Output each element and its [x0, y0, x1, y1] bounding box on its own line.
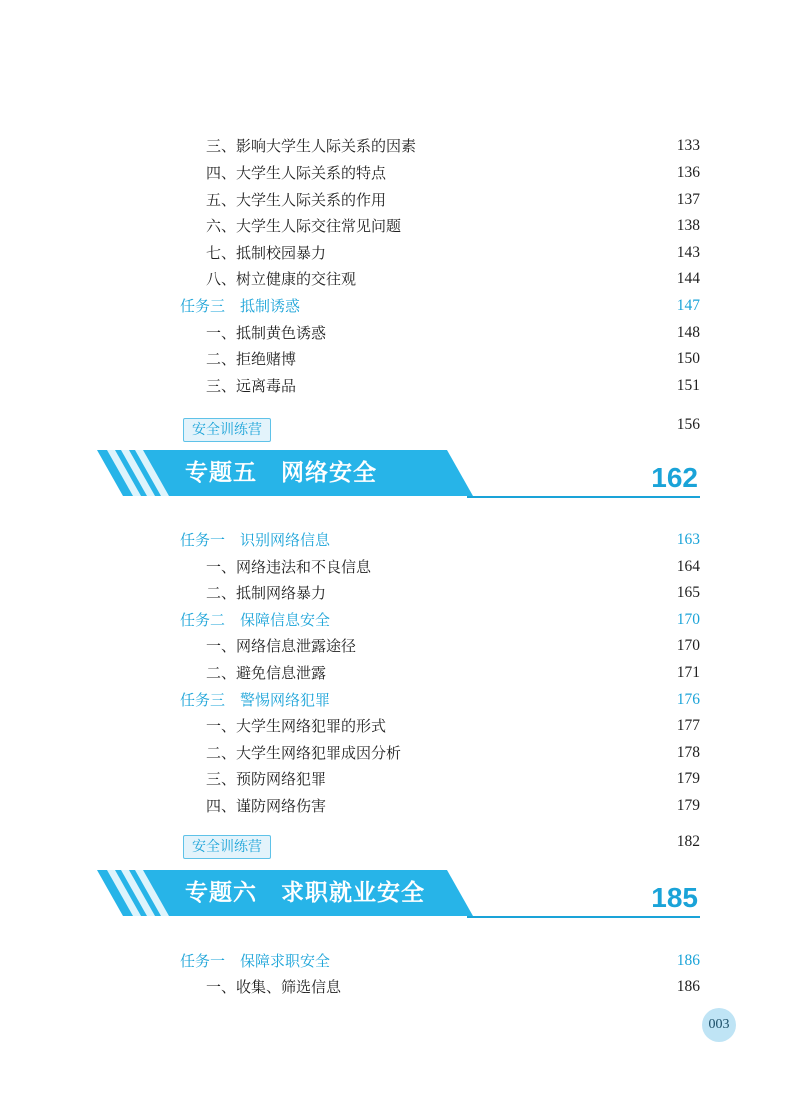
toc-entry-title: 六、大学生人际交往常见问题 [206, 217, 402, 235]
banner-underline [467, 496, 700, 498]
toc-task-page: 186 [676, 952, 700, 969]
toc-entry[interactable] [180, 766, 700, 792]
toc-entry-page: 148 [676, 324, 700, 341]
toc-entry-page: 164 [676, 558, 700, 575]
toc-task-entry[interactable] [180, 607, 700, 633]
toc-entry-title: 五、大学生人际关系的作用 [206, 191, 387, 209]
toc-entry-title: 三、预防网络犯罪 [206, 770, 327, 788]
toc-entry-page: 177 [676, 717, 700, 734]
toc-entry[interactable] [180, 660, 700, 686]
topic-title: 专题六 求职就业安全 [185, 880, 425, 906]
toc-entry-page: 179 [676, 770, 700, 787]
toc-task-title: 任务一 保障求职安全 [180, 952, 331, 970]
toc-entry[interactable] [180, 320, 700, 346]
toc-entry[interactable] [180, 633, 700, 659]
toc-entry-page: 178 [676, 744, 700, 761]
toc-entry[interactable] [180, 793, 700, 819]
toc-task-entry[interactable] [180, 948, 700, 974]
toc-entry[interactable] [180, 713, 700, 739]
toc-entry-page: 133 [676, 137, 700, 154]
toc-entry-title: 二、拒绝赌博 [206, 350, 297, 368]
training-camp-page: 182 [676, 833, 700, 850]
toc-task-title: 任务三 抵制诱惑 [180, 297, 301, 315]
training-camp-label[interactable]: 安全训练营 [183, 835, 271, 859]
toc-entry-page: 136 [676, 164, 700, 181]
toc-entry[interactable] [180, 373, 700, 399]
training-camp-page: 156 [676, 416, 700, 433]
toc-entry-title: 一、网络信息泄露途径 [206, 637, 357, 655]
toc-entry-page: 143 [676, 244, 700, 261]
topic-title: 专题五 网络安全 [185, 460, 377, 486]
toc-task-page: 147 [676, 297, 700, 314]
toc-entry-page: 150 [676, 350, 700, 367]
toc-task-entry[interactable] [180, 687, 700, 713]
toc-entry[interactable] [180, 160, 700, 186]
toc-entry-page: 151 [676, 377, 700, 394]
toc-entry-page: 165 [676, 584, 700, 601]
toc-task-entry[interactable] [180, 527, 700, 553]
toc-entry-page: 179 [676, 797, 700, 814]
topic-page: 162 [651, 462, 698, 493]
toc-task-title: 任务二 保障信息安全 [180, 611, 331, 629]
toc-entry-page: 138 [676, 217, 700, 234]
toc-task-page: 170 [676, 611, 700, 628]
toc-entry[interactable] [180, 240, 700, 266]
toc-entry-title: 二、避免信息泄露 [206, 664, 327, 682]
toc-entry-page: 170 [676, 637, 700, 654]
toc-entry[interactable] [180, 580, 700, 606]
toc-entry[interactable] [180, 266, 700, 292]
toc-entry[interactable] [180, 187, 700, 213]
toc-entry-title: 八、树立健康的交往观 [206, 270, 357, 288]
topic-page: 185 [651, 882, 698, 913]
toc-entry[interactable] [180, 213, 700, 239]
toc-entry-title: 七、抵制校园暴力 [206, 244, 327, 262]
toc-entry-page: 186 [676, 978, 700, 995]
toc-task-page: 176 [676, 691, 700, 708]
toc-entry-title: 二、大学生网络犯罪成因分析 [206, 744, 402, 762]
toc-task-page: 163 [676, 531, 700, 548]
toc-task-title: 任务一 识别网络信息 [180, 531, 331, 549]
page-number-badge: 003 [702, 1008, 736, 1042]
toc-task-title: 任务三 警惕网络犯罪 [180, 691, 331, 709]
toc-entry-title: 四、谨防网络伤害 [206, 797, 327, 815]
toc-entry[interactable] [180, 133, 700, 159]
toc-entry-title: 一、收集、筛选信息 [206, 978, 342, 996]
toc-entry-title: 一、抵制黄色诱惑 [206, 324, 327, 342]
toc-entry-page: 171 [676, 664, 700, 681]
toc-entry-title: 一、大学生网络犯罪的形式 [206, 717, 387, 735]
toc-entry-title: 一、网络违法和不良信息 [206, 558, 372, 576]
topic-banner[interactable] [97, 870, 700, 918]
training-camp-label[interactable]: 安全训练营 [183, 418, 271, 442]
toc-entry-title: 二、抵制网络暴力 [206, 584, 327, 602]
toc-task-entry[interactable] [180, 293, 700, 319]
topic-banner[interactable] [97, 450, 700, 498]
toc-entry[interactable] [180, 554, 700, 580]
toc-entry-page: 144 [676, 270, 700, 287]
toc-entry[interactable] [180, 346, 700, 372]
banner-underline [467, 916, 700, 918]
toc-entry[interactable] [180, 974, 700, 1000]
toc-entry-title: 四、大学生人际关系的特点 [206, 164, 387, 182]
toc-entry-page: 137 [676, 191, 700, 208]
toc-entry-title: 三、远离毒品 [206, 377, 297, 395]
toc-entry-title: 三、影响大学生人际关系的因素 [206, 137, 417, 155]
toc-entry[interactable] [180, 740, 700, 766]
